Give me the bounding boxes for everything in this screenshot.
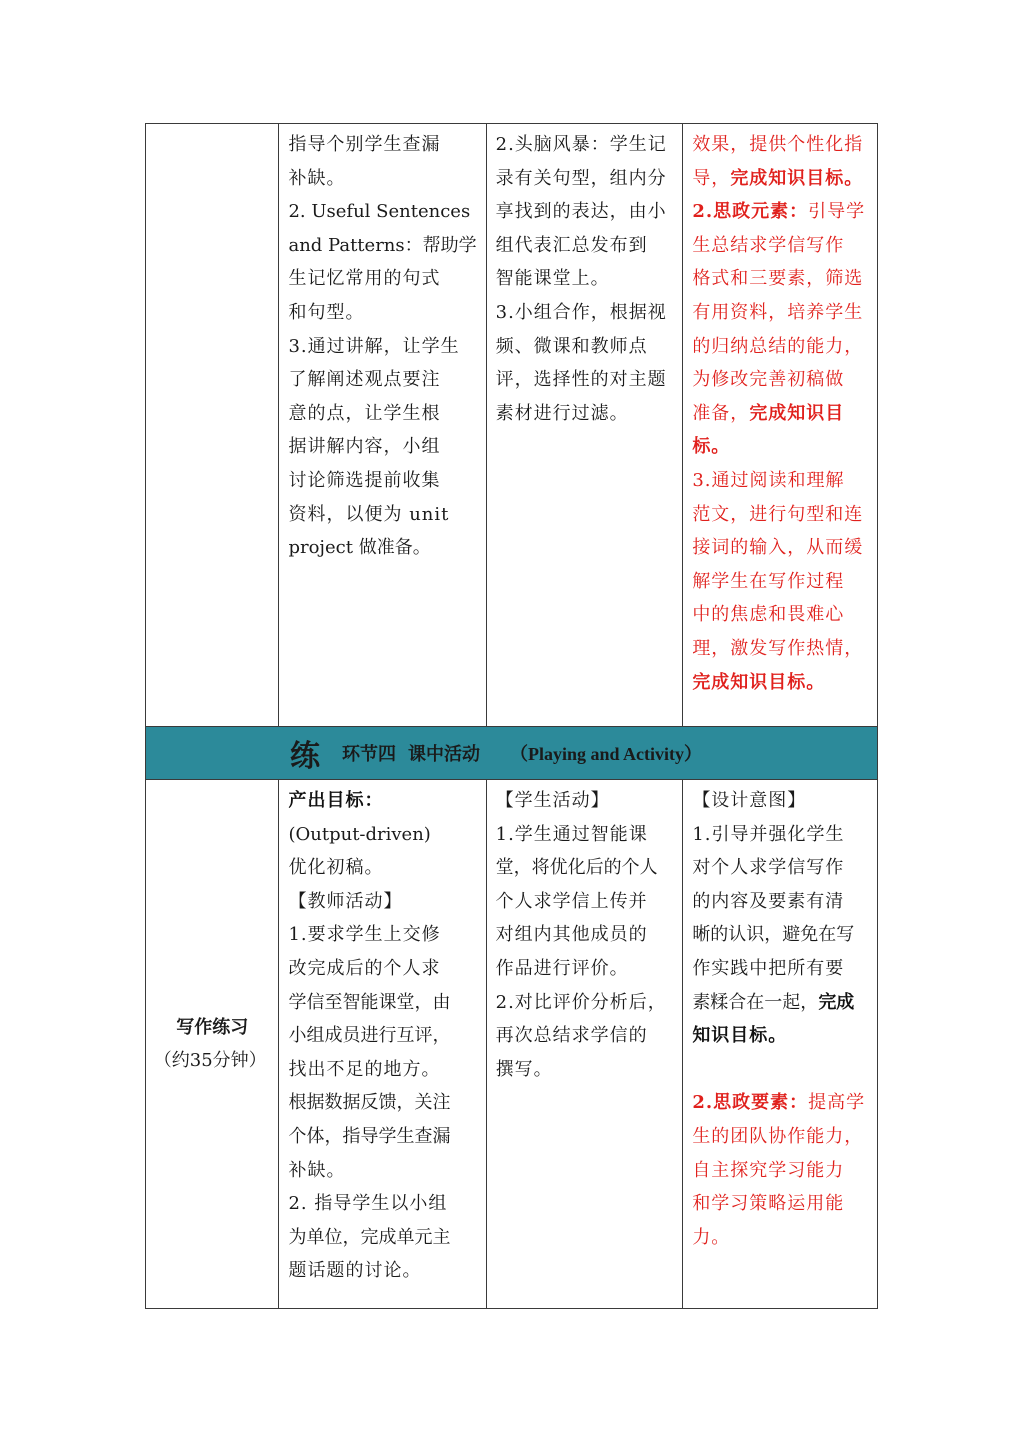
text-line: 再次总结求学信的: [495, 1025, 648, 1047]
text-line: 2. Useful Sentences: [288, 201, 471, 223]
text-line: 根据数据反馈，关注: [288, 1092, 451, 1114]
text-line: 晰的认识，避免在写: [692, 924, 855, 946]
student-activity-cell: [486, 124, 683, 727]
text-line: 改完成后的个人求: [288, 957, 441, 979]
text-line: 小组成员进行互评，: [288, 1025, 451, 1047]
emphasis-text: 2.思政要素：: [692, 1092, 809, 1114]
text-line: 的内容及要素有清: [692, 890, 845, 912]
text-line: 1.要求学生上交修: [288, 924, 441, 946]
text-line: 2.对比评价分析后，: [495, 991, 667, 1013]
text-line: 个人求学信上传并: [495, 890, 648, 912]
section-band: [146, 727, 878, 780]
section-cell-empty: [146, 124, 279, 727]
text-line: 效果，提供个性化指: [692, 134, 864, 155]
text-line: 中的焦虑和畏难心: [692, 604, 845, 626]
text-line: 智能课堂上。: [495, 268, 610, 290]
section-title: 写作练习: [176, 1017, 249, 1038]
text-line: 为单位，完成单元主: [288, 1226, 451, 1248]
text-span: 引导学: [808, 201, 866, 223]
text-line: 对组内其他成员的: [495, 924, 648, 946]
emphasis-text: 完成知识目标。: [730, 167, 864, 189]
text-line: 题话题的讨论。: [288, 1260, 422, 1282]
band-title: 课中活动: [408, 744, 480, 765]
text-line: 素材进行过滤。: [495, 402, 629, 424]
text-line: 力。: [692, 1226, 731, 1248]
text-line: 2.头脑风暴：学生记: [495, 134, 667, 155]
output-goal-title: 产出目标：: [288, 790, 384, 811]
text-line: 3.通过讲解，让学生: [288, 335, 460, 357]
text-line: 作实践中把所有要: [692, 957, 845, 979]
text-line: 的归纳总结的能力，: [692, 335, 864, 357]
text-span: 素糅合在一起，: [692, 991, 819, 1013]
emphasis-text: 知识目标。: [692, 1025, 788, 1047]
text-line: 3.小组合作，根据视: [495, 301, 667, 323]
text-line: 了解阐述观点要注: [288, 369, 441, 391]
text-line: 对个人求学信写作: [692, 857, 845, 879]
section-duration: （约35分钟）: [153, 1050, 267, 1071]
text-line: [288, 784, 476, 818]
text-line: 格式和三要素，筛选: [692, 268, 864, 290]
text-line: 接词的输入，从而缓: [692, 537, 864, 559]
text-line: 【设计意图】: [692, 790, 807, 811]
text-line: 作品进行评价。: [495, 957, 629, 979]
text-line: 享找到的表达，由小: [495, 201, 667, 223]
text-line: 范文，进行句型和连: [692, 503, 864, 525]
text-line: 生记忆常用的句式: [288, 268, 441, 290]
text-line: 讨论筛选提前收集: [288, 469, 441, 491]
text-line: 补缺。: [288, 167, 346, 189]
design-intent-cell: [683, 780, 878, 1309]
text-line: 为修改完善初稿做: [692, 369, 845, 391]
text-line: 解学生在写作过程: [692, 570, 845, 592]
text-line: 优化初稿。: [288, 857, 384, 879]
student-activity-cell: [486, 780, 683, 1309]
design-intent-cell: [683, 124, 878, 727]
text-line: 【教师活动】: [288, 890, 403, 912]
text-line: [692, 195, 868, 229]
text-line: 【学生活动】: [495, 790, 610, 811]
spacer: [692, 1053, 868, 1087]
text-line: 理，激发写作热情，: [692, 637, 864, 659]
text-line: (Output-driven): [288, 823, 431, 845]
emphasis-text: 2.思政元素：: [692, 201, 809, 223]
text-line: 2. 指导学生以小组: [288, 1193, 448, 1215]
emphasis-text: 完成知识目: [749, 402, 845, 424]
text-line: and Patterns：帮助学: [288, 234, 477, 256]
text-line: 生的团队协作能力，: [692, 1125, 864, 1147]
emphasis-text: 完成知识目标。: [692, 671, 826, 693]
text-line: 意的点，让学生根: [288, 402, 441, 424]
text-line: [692, 1019, 868, 1053]
text-line: 1.学生通过智能课: [495, 823, 648, 845]
text-line: 补缺。: [288, 1159, 346, 1181]
text-line: [692, 430, 868, 464]
text-line: 生总结求学信写作: [692, 234, 845, 256]
text-span: 提高学: [808, 1092, 866, 1114]
emphasis-text: 标。: [692, 436, 731, 458]
band-english: （Playing and Activity）: [510, 744, 703, 764]
text-line: 指导个别学生查漏: [288, 134, 441, 155]
text-line: 撰写。: [495, 1058, 553, 1080]
lesson-plan-table: [145, 123, 878, 1309]
text-line: 自主探究学习能力: [692, 1159, 845, 1181]
text-line: 个体，指导学生查漏: [288, 1125, 451, 1147]
table-row: [146, 780, 878, 1309]
text-line: 有用资料，培养学生: [692, 301, 864, 323]
section-cell: [146, 780, 279, 1309]
text-line: 3.通过阅读和理解: [692, 469, 845, 491]
text-line: 学信至智能课堂，由: [288, 991, 451, 1013]
text-line: 频、微课和教师点: [495, 335, 648, 357]
emphasis-text: 完成: [818, 991, 855, 1013]
text-line: 堂，将优化后的个人: [495, 857, 658, 879]
text-span: 准备，: [692, 402, 750, 424]
text-line: 找出不足的地方。: [288, 1058, 441, 1080]
table-row: [146, 124, 878, 727]
text-line: 1.引导并强化学生: [692, 823, 845, 845]
text-span: 导，: [692, 167, 731, 189]
text-line: [692, 666, 868, 700]
text-line: [692, 397, 868, 431]
text-line: 录有关句型，组内分: [495, 167, 667, 189]
text-line: 资料，以便为 unit: [288, 503, 450, 525]
text-line: 评，选择性的对主题: [495, 369, 667, 391]
text-line: 和句型。: [288, 301, 365, 323]
text-line: 和学习策略运用能: [692, 1193, 845, 1215]
teacher-activity-cell: [279, 124, 486, 727]
teacher-activity-cell: [279, 780, 486, 1309]
band-char: 练: [290, 739, 320, 774]
text-line: 组代表汇总发布到: [495, 234, 648, 256]
band-stage: 环节四: [342, 744, 396, 765]
text-line: [692, 1086, 868, 1120]
text-line: project 做准备。: [288, 537, 431, 559]
text-line: [692, 162, 868, 196]
text-line: [692, 986, 868, 1020]
section-band-row: [146, 727, 878, 780]
text-line: 据讲解内容，小组: [288, 436, 441, 458]
